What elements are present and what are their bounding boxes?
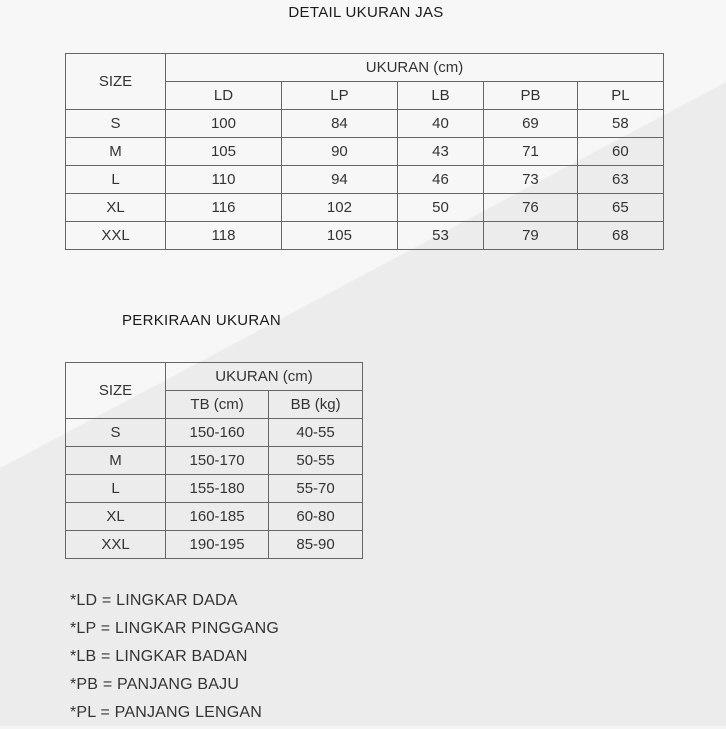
table-row (66, 138, 664, 166)
size-column-header: SIZE (66, 363, 166, 419)
column-header-lb: LB (397, 82, 483, 110)
table-row (66, 166, 664, 194)
row-size-label: S (66, 110, 166, 138)
table-cell: 190-195 (166, 531, 269, 559)
page-title: DETAIL UKURAN JAS (288, 4, 444, 21)
table-cell: 46 (397, 166, 483, 194)
table-cell: 84 (281, 110, 397, 138)
table-cell: 60-80 (269, 503, 363, 531)
table-cell: 50-55 (269, 447, 363, 475)
estimate-title: PERKIRAAN UKURAN (122, 312, 281, 329)
table-cell: 53 (397, 222, 483, 250)
row-size-label: L (66, 475, 166, 503)
measurement-group-header: UKURAN (cm) (166, 54, 664, 82)
note-item: *PL = PANJANG LENGAN (70, 704, 263, 721)
table-cell: 60 (577, 138, 663, 166)
table-cell: 155-180 (166, 475, 269, 503)
table-row (66, 194, 664, 222)
table-cell: 40 (397, 110, 483, 138)
table-cell: 73 (484, 166, 578, 194)
size-column-header: SIZE (66, 54, 166, 110)
row-size-label: S (66, 419, 166, 447)
column-header-ld: LD (166, 82, 282, 110)
table-cell: 150-170 (166, 447, 269, 475)
table-cell: 118 (166, 222, 282, 250)
note-item: *LB = LINGKAR BADAN (70, 648, 248, 665)
table-cell: 160-185 (166, 503, 269, 531)
column-header-tb: TB (cm) (166, 391, 269, 419)
table-cell: 55-70 (269, 475, 363, 503)
table-cell: 50 (397, 194, 483, 222)
table-cell: 105 (166, 138, 282, 166)
row-size-label: XXL (66, 531, 166, 559)
table-cell: 90 (281, 138, 397, 166)
table-row (66, 419, 363, 447)
column-header-lp: LP (281, 82, 397, 110)
table-row (66, 531, 363, 559)
column-header-bb: BB (kg) (269, 391, 363, 419)
table-cell: 94 (281, 166, 397, 194)
jas-size-table (65, 53, 664, 250)
table-cell: 105 (281, 222, 397, 250)
measurement-group-header: UKURAN (cm) (166, 363, 363, 391)
row-size-label: XL (66, 503, 166, 531)
table-cell: 68 (577, 222, 663, 250)
note-item: *LD = LINGKAR DADA (70, 592, 238, 609)
table-row (66, 447, 363, 475)
table-row (66, 475, 363, 503)
table-cell: 102 (281, 194, 397, 222)
table-cell: 79 (484, 222, 578, 250)
row-size-label: XL (66, 194, 166, 222)
table-row (66, 222, 664, 250)
table-cell: 69 (484, 110, 578, 138)
abbreviation-notes (70, 589, 279, 729)
column-header-pb: PB (484, 82, 578, 110)
table-row (66, 110, 664, 138)
table-cell: 76 (484, 194, 578, 222)
note-item: *PB = PANJANG BAJU (70, 676, 240, 693)
row-size-label: L (66, 166, 166, 194)
row-size-label: M (66, 138, 166, 166)
table-cell: 85-90 (269, 531, 363, 559)
table-cell: 58 (577, 110, 663, 138)
table-cell: 63 (577, 166, 663, 194)
column-header-pl: PL (577, 82, 663, 110)
note-item: *LP = LINGKAR PINGGANG (70, 620, 280, 637)
table-cell: 65 (577, 194, 663, 222)
row-size-label: M (66, 447, 166, 475)
table-cell: 71 (484, 138, 578, 166)
row-size-label: XXL (66, 222, 166, 250)
table-cell: 116 (166, 194, 282, 222)
table-cell: 150-160 (166, 419, 269, 447)
table-cell: 43 (397, 138, 483, 166)
table-cell: 100 (166, 110, 282, 138)
table-row (66, 503, 363, 531)
table-cell: 110 (166, 166, 282, 194)
estimate-size-table (65, 362, 363, 559)
table-cell: 40-55 (269, 419, 363, 447)
